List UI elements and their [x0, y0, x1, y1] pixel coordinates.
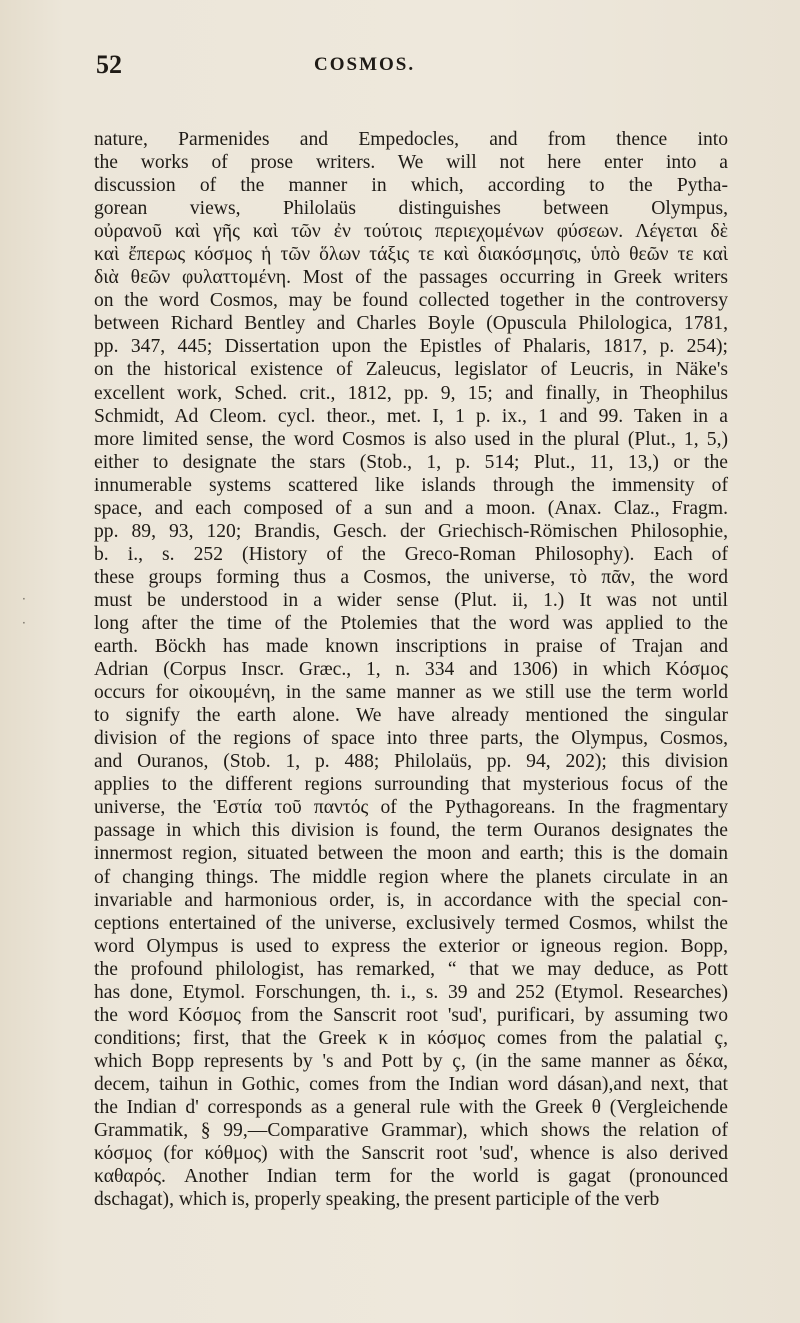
text-line: excellent work, Sched. crit., 1812, pp. 9, 15; and finally, in Theophilus — [94, 382, 728, 404]
margin-mark: · — [22, 592, 26, 606]
text-line: between Richard Bentley and Charles Boyle (Opuscula Philologica, 1781, — [94, 313, 728, 335]
text-line: long after the time of the Ptolemies that the word was applied to the — [94, 612, 728, 634]
page-header — [96, 50, 696, 84]
text-line: conditions; first, that the Greek κ in κόσμος comes from the palatial ç, — [94, 1027, 728, 1049]
text-line: ceptions entertained of the universe, exclusively termed Cosmos, whilst the — [94, 912, 728, 934]
text-line: pp. 89, 93, 120; Brandis, Gesch. der Griechisch-Römischen Philosophie, — [94, 520, 728, 542]
text-line: Grammatik, § 99,—Comparative Grammar), which shows the relation of — [94, 1120, 728, 1142]
text-line: Adrian (Corpus Inscr. Græc., 1, n. 334 and 1306) in which Κόσμος — [94, 659, 728, 681]
text-line: καὶ ἔπερως κόσμος ἡ τῶν ὅλων τάξις τε καὶ διακόσμησις, ὑπὸ θεῶν τε καὶ — [94, 244, 728, 266]
text-line: decem, taihun in Gothic, comes from the Indian word dásan),and next, that — [94, 1073, 728, 1095]
text-line: universe, the Ἑστία τοῦ παντός of the Pythagoreans. In the fragmentary — [94, 797, 728, 819]
text-line: the word Κόσμος from the Sanscrit root 'sud', purificari, by assuming two — [94, 1004, 728, 1026]
text-line: διὰ θεῶν φυλαττομένη. Most of the passages occurring in Greek writers — [94, 267, 728, 289]
text-line: gorean views, Philolaüs distinguishes between Olympus, — [94, 198, 728, 220]
text-line: the Indian d' corresponds as a general rule with the Greek θ (Vergleichende — [94, 1096, 728, 1118]
text-line: must be understood in a wider sense (Plut. ii, 1.) It was not until — [94, 589, 728, 611]
text-line: nature, Parmenides and Empedocles, and from thence into — [94, 129, 728, 150]
text-line: space, and each composed of a sun and a moon. (Anax. Claz., Fragm. — [94, 497, 728, 519]
text-line: οὐρανοῦ καὶ γῆς καὶ τῶν ἐν τούτοις περιεχομένων φύσεων. Λέγεται δὲ — [94, 221, 728, 243]
text-line: pp. 347, 445; Dissertation upon the Epistles of Phalaris, 1817, p. 254); — [94, 336, 728, 358]
text-line: innumerable systems scattered like islands through the immensity of — [94, 474, 728, 496]
text-line: applies to the different regions surrounding that mysterious focus of the — [94, 774, 728, 796]
text-line: occurs for οἰκουμένη, in the same manner as we still use the term world — [94, 682, 728, 704]
footnote-text — [94, 128, 728, 1211]
text-line: the works of prose writers. We will not here enter into a — [94, 152, 728, 174]
text-line: to signify the earth alone. We have already mentioned the singular — [94, 705, 728, 727]
text-line: division of the regions of space into three parts, the Olympus, Cosmos, — [94, 728, 728, 750]
text-line: on the word Cosmos, may be found collected together in the controversy — [94, 290, 728, 312]
text-line: on the historical existence of Zaleucus, legislator of Leucris, in Näke's — [94, 359, 728, 381]
text-line: passage in which this division is found, the term Ouranos designates the — [94, 820, 728, 842]
text-line: word Olympus is used to express the exterior or igneous region. Bopp, — [94, 935, 728, 957]
text-line: the profound philologist, has remarked, “ that we may deduce, as Pott — [94, 958, 728, 980]
margin-mark: · — [22, 616, 26, 630]
running-head: COSMOS. — [314, 54, 416, 75]
page-number: 52 — [96, 50, 122, 79]
text-line: either to designate the stars (Stob., 1, p. 514; Plut., 11, 13,) or the — [94, 451, 728, 473]
text-line: earth. Böckh has made known inscriptions in praise of Trajan and — [94, 636, 728, 658]
text-line: καθαρός. Another Indian term for the world is gagat (pronounced — [94, 1166, 728, 1188]
text-line: of changing things. The middle region where the planets circulate in an — [94, 866, 728, 888]
text-line: Schmidt, Ad Cleom. cycl. theor., met. I, 1 p. ix., 1 and 99. Taken in a — [94, 405, 728, 427]
text-line: which Bopp represents by 's and Pott by ç, (in the same manner as δέκα, — [94, 1050, 728, 1072]
text-line: innermost region, situated between the moon and earth; this is the domain — [94, 843, 728, 865]
text-line: b. i., s. 252 (History of the Greco-Roman Philosophy). Each of — [94, 543, 728, 565]
text-line: κόσμος (for κόθμος) with the Sanscrit root 'sud', whence is also derived — [94, 1143, 728, 1165]
text-line: has done, Etymol. Forschungen, th. i., s. 39 and 252 (Etymol. Researches) — [94, 981, 728, 1003]
text-line: invariable and harmonious order, is, in accordance with the special con- — [94, 889, 728, 911]
text-line: dschagat), which is, properly speaking, the present participle of the verb — [94, 1189, 660, 1211]
text-line: discussion of the manner in which, according to the Pytha- — [94, 175, 728, 197]
text-line: these groups forming thus a Cosmos, the universe, τὸ πᾶν, the word — [94, 566, 728, 588]
text-line: and Ouranos, (Stob. 1, p. 488; Philolaüs, pp. 94, 202); this division — [94, 751, 728, 773]
text-line: more limited sense, the word Cosmos is also used in the plural (Plut., 1, 5,) — [94, 428, 728, 450]
